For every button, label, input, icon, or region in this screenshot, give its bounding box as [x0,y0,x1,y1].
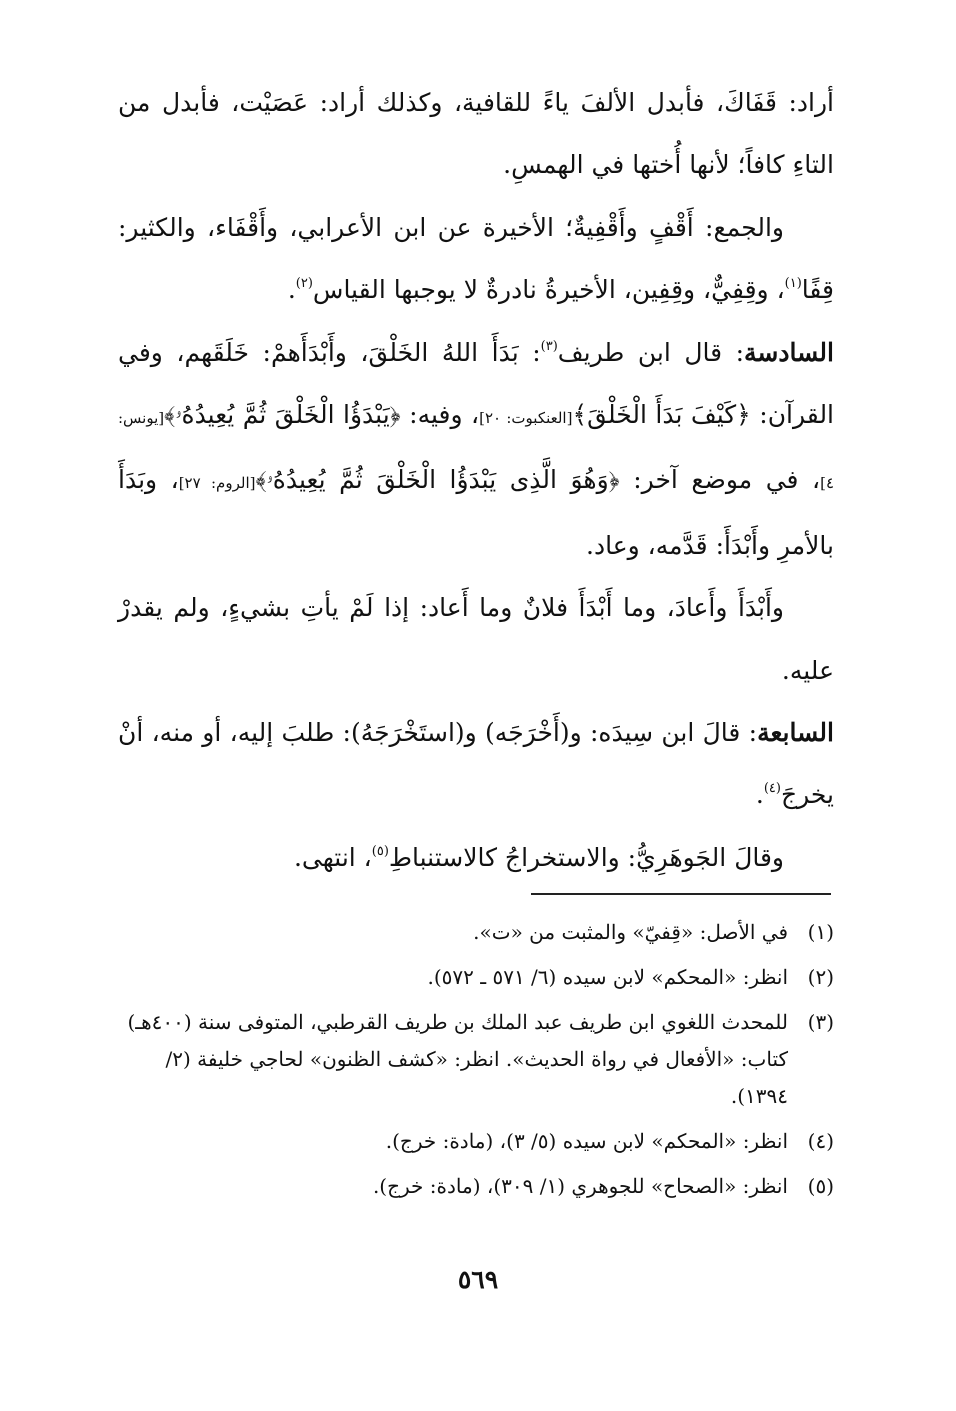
paragraph-3-text-a: : قال ابن طريف [557,337,745,367]
paragraph-2-text-b: ، وقِفِيٌّ، وقِفِين، الأخيرةُ نادرةٌ لا يوجبها القياس [312,275,785,305]
paragraph-4 [118,577,834,702]
footnote-text: انظر: «المحكم» لابن سيده (٥/ ٣)، (مادة: خرج). [385,1129,788,1153]
footnote-text: انظر: «المحكم» لابن سيده (٦/ ٥٧١ ـ ٥٧٢). [427,965,788,989]
footnotes-divider [531,893,831,895]
paragraph-3-text-b: : بَدَأَ اللهُ الخَلْقَ، وأَبْدَأَهمْ: خَلَقَهم، وفي القرآن: ﴿كَيْفَ بَدَأَ الْخَلْقَ﴾ [118,337,835,430]
footnote-2 [118,955,834,1000]
paragraph-5-text-b: . [755,780,764,810]
footnote-marker-5[interactable]: (٥) [371,843,389,859]
quran-reference-2: [يونس: ٤] [118,409,834,493]
footnotes [118,910,834,1209]
footnote-marker-3[interactable]: (٣) [540,338,558,354]
paragraph-2 [118,197,834,322]
main-text [118,72,834,889]
footnote-1 [118,910,834,955]
footnote-5 [118,1164,834,1209]
footnote-number: (٢) [807,965,834,989]
paragraph-1-line-1: أراد: قَفَاكَ، فأبدل الألفَ ياءً للقافية، وكذلك أراد: عَصَيْت، [231,88,834,117]
paragraph-2-text-c: . [287,275,296,305]
quran-reference-3: [الروم: ٢٧] [178,474,256,493]
paragraph-6 [118,827,834,889]
paragraph-6-text-a: وقالَ الجَوهَرِيُّ: والاستخراجُ كالاستنباطِ [388,842,784,872]
quran-reference-1: [العنكبوت: ٢٠] [479,409,573,428]
footnote-text: للمحدث اللغوي ابن طريف عبد الملك بن طريف القرطبي، المتوفى سنة (٤٠٠هـ) كتاب: «الأفعال في رواة الحديث». انظر: «كشف الظنون» لحاجي خليفة (٢/ ١٣٩٤). [127,1010,788,1108]
footnote-number: (١) [807,920,834,944]
page-number: ٥٦٩ [457,1265,499,1294]
paragraph-1 [118,72,834,197]
paragraph-2-line-1: والجمع: أَقْفٍ وأَقْفِيةٌ؛ الأخيرة عن ابن الأعرابي، وأَقْفَاء، [207,212,784,242]
footnote-number: (٥) [807,1174,834,1198]
footnote-number: (٣) [807,1010,834,1034]
heading-sixth: السادسة [744,337,834,367]
footnote-text: في الأصل: «قِفيّ» والمثبت من «ت». [473,920,788,944]
paragraph-3-text-d: ، في موضع آخر: ﴿وَهُوَ الَّذِى يَبْدَؤُا الْخَلْقَ ثُمَّ يُعِيدُهُۥ﴾ [255,465,821,495]
heading-seventh: السابعة [757,718,834,748]
paragraph-5-text-a: : قالَ ابن سِيدَه: و(أَخْرَجَه) و(استَخْرَجَهُ): طلبَ إليه، أو منه، أنْ يخرجَ [118,718,834,810]
footnote-marker-4[interactable]: (٤) [763,781,781,797]
footnote-3 [118,1000,834,1119]
paragraph-5 [118,702,834,827]
paragraph-3-text-e: ، وبَدَأَ بالأمرِ وأَبْدَأَ: قَدَّمه، وعاد. [118,465,834,560]
paragraph-4-text: وأَبْدَأَ وأَعادَ، وما أَبْدَأَ فلانٌ وما أَعاد: إذا لَمْ يأتِ بشيءٍ، ولم يقدرْ عليه. [118,593,834,685]
footnote-marker-1[interactable]: (١) [784,276,802,292]
footnote-4 [118,1119,834,1164]
footnote-text: انظر: «الصحاح» للجوهري (١/ ٣٠٩)، (مادة: خرج). [372,1174,788,1198]
paragraph-3-text-c: ، وفيه: ﴿يَبْدَؤُا الْخَلْقَ ثُمَّ يُعِيدُهُۥ﴾ [164,400,480,430]
paragraph-2-text-a: والكثير: قِفًا [118,212,834,305]
footnote-marker-2[interactable]: (٢) [295,276,313,292]
paragraph-1-line-2: فأبدل من التاءِ كافاً؛ لأنها أُختها في الهمسِ. [118,88,834,180]
footnote-number: (٤) [807,1129,834,1153]
paragraph-3 [118,322,834,578]
paragraph-6-text-b: ، انتهى. [293,842,372,872]
